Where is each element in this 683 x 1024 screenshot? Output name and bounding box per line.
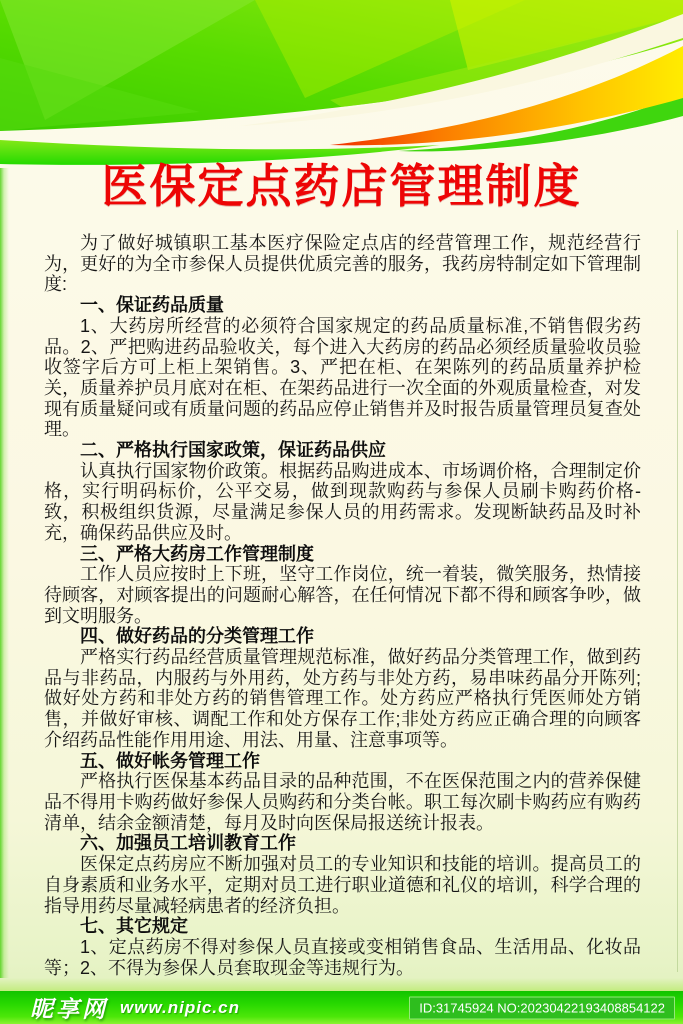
section-1-heading: 一、保证药品质量 bbox=[80, 295, 224, 316]
section-4-body: 严格实行药品经营质量管理规范标准，做好药品分类管理工作，做到药品与非药品，内服药与外用药，处方药与非处方药，易串味药晶分开陈列;做好处方药和非处方药的销售管理工作。处方药应严格执行凭医师处方销售，并做好审核、调配工作和处方保存工作;非处方药应正确合理的向顾客介绍药品性能作用用途、用法、用量、注意事项等。 bbox=[44, 647, 641, 750]
left-edge-green-glow bbox=[0, 168, 9, 978]
nipic-logo: 昵享网 bbox=[30, 996, 108, 1022]
watermark-id-badge: ID:31745924 NO:20230422193408854122 bbox=[409, 996, 675, 1019]
right-edge-line bbox=[677, 230, 678, 972]
section-3-body: 工作人员应按时上下班，坚守工作岗位，统一着装，微笑服务，热情接待顾客，对顾客提出的问题耐心解答，在任何情况下都不得和顾客争吵，做到文明服务。 bbox=[44, 564, 641, 626]
section-3-heading: 三、严格大药房工作管理制度 bbox=[80, 543, 314, 564]
section-2-body: 认真执行国家物价政策。根据药品购进成本、市场调价格，合理制定价格，实行明码标价，公平交易，做到现款购药与参保人员刷卡购药价格-致，积极组织货源，尽量满足参保人员的用药需求。发现断缺药品及时补充，确保药品供应及时。 bbox=[44, 460, 641, 543]
footer-transition-strip bbox=[0, 978, 683, 991]
section-4-heading: 四、做好药品的分类管理工作 bbox=[80, 626, 314, 647]
section-7-body: 1、定点药房不得对参保人员直接或变相销售食品、生活用品、化妆品等；2、不得为参保人员套取现金等违规行为。 bbox=[44, 936, 641, 978]
section-2-heading: 二、严格执行国家政策，保证药品供应 bbox=[80, 440, 386, 461]
section-6-heading: 六、加强员工培训教育工作 bbox=[80, 833, 296, 854]
section-5-body: 严格执行医保基本药品目录的品种范围，不在医保范围之内的营养保健品不得用卡购药做好参保人员购药和分类台帐。职工每次刷卡购药应有购药清单，结余金额清楚，每月及时向医保局报送统计报表。 bbox=[44, 771, 641, 833]
section-5-heading: 五、做好帐务管理工作 bbox=[80, 750, 260, 771]
page-title: 医保定点药店管理制度 bbox=[101, 160, 582, 212]
section-7-heading: 七、其它规定 bbox=[80, 916, 188, 937]
intro-paragraph: 为了做好城镇职工基本医疗保险定点店的经营管理工作，规范经营行为，更好的为全市参保人员提供优质完善的服务，我药房特制定如下管理制度: bbox=[44, 233, 641, 295]
regulation-text bbox=[44, 233, 641, 978]
section-6-body: 医保定点药房应不断加强对员工的专业知识和技能的培训。提高员工的自身素质和业务水平，定期对员工进行职业道德和礼仪的培训，科学合理的指导用药尽量减轻病患者的经济负担。 bbox=[44, 854, 641, 916]
watermark-footer-bar bbox=[0, 991, 683, 1024]
section-1-body: 1、大药房所经营的必须符合国家规定的药品质量标准,不销售假劣药品。2、严把购进药品验收关，每个进入大药房的药品必须经质量验收员验收签字后方可上柜上架销售。3、严把在柜、在架陈列的药品质量养护检关，质量养护员月底对在柜、在架药品进行一次全面的外观质量检查，对发现有质量疑问或有质量问题的药品应停止销售并及时报告质量管理员复查处理。 bbox=[44, 315, 641, 440]
nipic-url: www.nipic.cn bbox=[120, 997, 240, 1017]
